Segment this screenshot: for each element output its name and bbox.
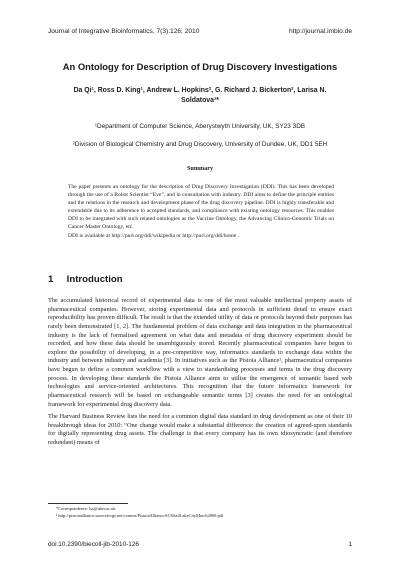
section-heading xyxy=(48,274,123,285)
footnotes xyxy=(56,506,352,519)
page-number: 1 xyxy=(348,541,352,548)
affiliation-2: ²Division of Biological Chemistry and Drug Discovery, University of Dundee, UK, DD1 5EH xyxy=(72,141,328,148)
paragraph: The Harvard Business Review lists the need for a common digital data standard in drug development as one of their 10 breakthrough ideas for 2010: “One change would make a substantial difference: the creation of agreed-upon standards for digitally representing drug assets. The challenge is that every company has its own idiosyncratic (and therefore redundant) means of xyxy=(48,413,352,446)
section-title: Introduction xyxy=(66,274,123,285)
paragraph: The accumulated historical record of experimental data is one of the most valuable intellectual property assets of pharmaceutical companies. However, storing experimental data and protocols in sufficient detail to ensure exact reproducibility has proven difficult. The result is that the extended utility of data or protocols beyond their purposes has rarely been demonstrated [1, 2]. The fundamental problem of data exchange and data integration in the pharmaceutical industry is the lack of formalised agreement on what data and metadata of drug discovery experiment should be recorded, and how these data should be unambiguously stored. Recently pharmaceutical companies have begun to explore the possibility of developing, in a pre-competitive way, informatics standards to exchange data within the industry and between industry and academia [3]. In initiatives such as the Pistoia Alliance¹, pharmaceutical companies have begun to define a common workflow with a view to standardising processes and terms in the drug discovery process. In developing these standards the Pistoia Alliance aims to utilise the emergence of semantic based web technologies and service-oriented architectures. This recognition that the future informatics framework for pharmaceutical research will be based on exchangeable semantic terms [3] creates the need for an ontological framework for experimental drug discovery data. xyxy=(48,297,352,408)
body-text xyxy=(48,297,352,452)
footnote-correspondence: *Correspondence: lss@aber.ac.uk xyxy=(56,506,116,511)
abstract-availability: DDI is available at http://purl.org/ddi/wikipedia or http://purl.org/ddi/home . xyxy=(68,232,239,239)
affiliation-1: ¹Department of Computer Science, Aberystwyth University, UK, SY23 3DB xyxy=(94,123,306,130)
section-number: 1 xyxy=(48,274,54,285)
journal-citation: Journal of Integrative Bioinformatics, 7(3):126, 2010 xyxy=(48,28,200,35)
doi: doi:10.2390/biecoll-jib-2010-126 xyxy=(48,541,139,548)
paper-title: An Ontology for Description of Drug Discovery Investigations xyxy=(62,61,338,72)
journal-url[interactable]: http://journal.imbio.de xyxy=(288,28,352,35)
abstract xyxy=(68,183,334,240)
page-footer xyxy=(48,541,352,548)
footnote-rule xyxy=(48,503,128,504)
author-list: Da Qi¹, Ross D. King¹, Andrew L. Hopkins², G. Richard J. Bickerton², Larisa N. Soldatova¹* xyxy=(73,87,327,104)
abstract-text: The paper presents an ontology for the description of Drug Discovery Investigation (DDI). This has been developed through the use of a Robot Scientist “Eve”, and in consultation with industry. DDI aims to define the principle entities and the relations in the research and development phase of the drug discovery pipeline. DDI is highly transferable and extendable due to its adherence to accepted standards, and compliance with existing ontology resources. This enables DDI to be integrated with such related ontologies as the Vaccine Ontology, the Advancing Clinico-Genomic Trials on Cancer Master Ontology, etc. xyxy=(68,184,334,231)
summary-heading: Summary xyxy=(186,165,214,172)
running-header xyxy=(48,28,352,35)
footnote-1[interactable]: ¹ http://pistoiaalliance.sourceforge.net/comms/PistoiaAllianceACSSaltLakeCityMarch2009.pdf xyxy=(56,512,224,518)
